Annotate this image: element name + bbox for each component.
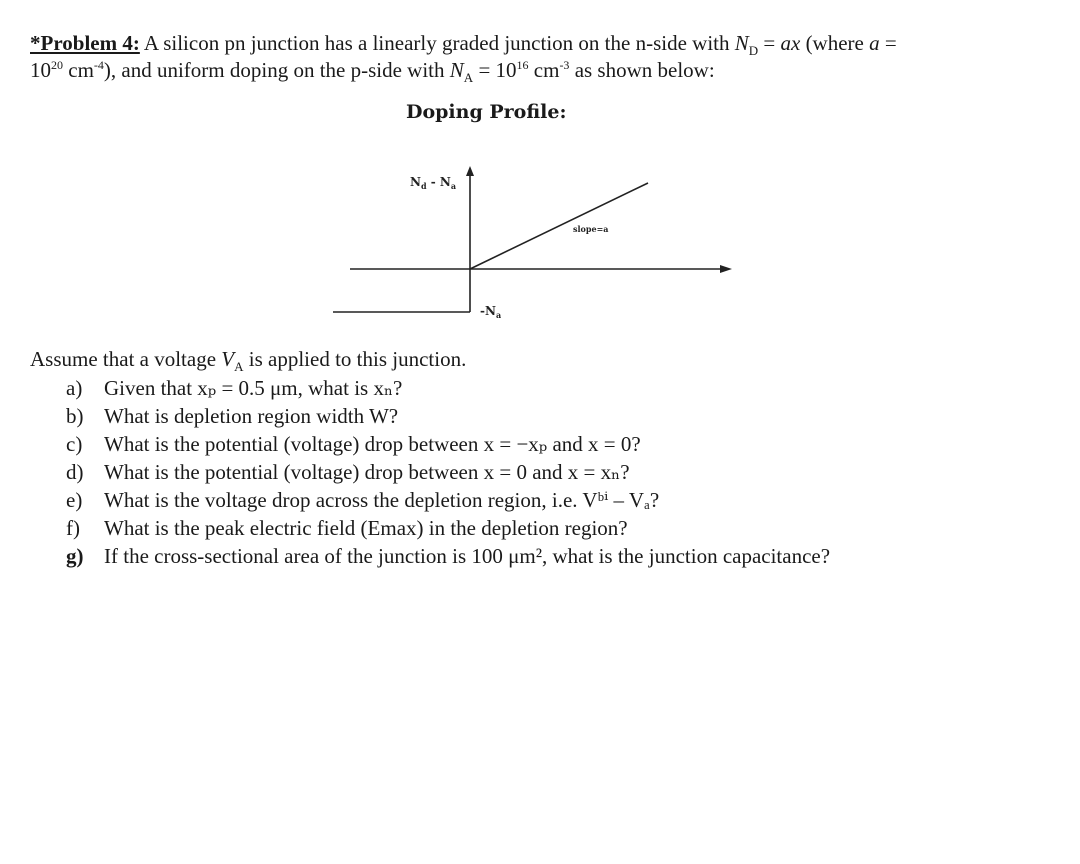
question-item-f xyxy=(66,514,830,542)
na-unit-exponent: -3 xyxy=(559,58,570,72)
question-letter: g) xyxy=(66,544,84,568)
a-symbol: a xyxy=(869,31,880,55)
nd-symbol: N xyxy=(734,31,749,55)
question-letter: b) xyxy=(66,404,84,428)
question-item-g xyxy=(66,542,830,570)
question-item-e xyxy=(66,486,830,514)
slope-label: slope=a xyxy=(573,224,609,234)
question-text: What is the voltage drop across the depletion region, i.e. Vᵇⁱ – Vₐ? xyxy=(104,488,660,512)
nd-subscript: D xyxy=(748,43,759,59)
intro-line1-text: A silicon pn junction has a linearly graded junction on the n-side with xyxy=(139,31,735,55)
a-base: 10 xyxy=(30,58,51,82)
na-unit: cm xyxy=(528,58,560,82)
nd-equals: = xyxy=(758,31,781,55)
question-letter: a) xyxy=(66,376,83,400)
question-letter: d) xyxy=(66,460,84,484)
n-side-graded-line xyxy=(470,183,648,269)
a-equals: = xyxy=(879,31,897,55)
question-text: What is the potential (voltage) drop between x = 0 and x = xₙ? xyxy=(104,460,630,484)
question-text: Given that xₚ = 0.5 μm, what is xₙ? xyxy=(104,376,403,400)
na-symbol: N xyxy=(449,58,464,82)
intro-line2-end: as shown below: xyxy=(569,58,715,82)
question-item-b xyxy=(66,402,830,430)
y-axis-label: $N_d - N_a$ xyxy=(410,175,457,191)
question-list xyxy=(66,374,830,570)
diagram-title: Doping Profile: xyxy=(406,101,567,123)
na-exponent: 16 xyxy=(516,58,529,72)
assume-suffix: is applied to this junction. xyxy=(243,347,467,371)
na-subscript: A xyxy=(463,70,474,86)
problem-statement xyxy=(30,30,1060,84)
nd-expression: ax xyxy=(780,31,801,55)
a-unit: cm xyxy=(63,58,94,82)
question-text: What is the peak electric field (Emax) in the depletion region? xyxy=(104,516,628,540)
neg-na-label: $-N_a$ xyxy=(480,304,502,320)
va-subscript: A xyxy=(234,359,244,375)
question-letter: c) xyxy=(66,432,83,456)
a-unit-exponent: -4 xyxy=(93,58,104,72)
question-text: What is the potential (voltage) drop between x = −xₚ and x = 0? xyxy=(104,432,641,456)
question-letter: f) xyxy=(66,516,80,540)
y-axis-arrowhead xyxy=(466,166,474,176)
question-item-c xyxy=(66,430,830,458)
where-open: (where xyxy=(800,31,870,55)
intro-line2-text: ), and uniform doping on the p-side with xyxy=(103,58,450,82)
assume-prefix: Assume that a voltage xyxy=(30,347,222,371)
va-symbol: V xyxy=(221,347,235,371)
na-equals: = 10 xyxy=(473,58,517,82)
question-item-d xyxy=(66,458,830,486)
x-axis-arrowhead xyxy=(720,265,732,273)
question-text: What is depletion region width W? xyxy=(104,404,399,428)
doping-profile-diagram xyxy=(330,160,750,330)
assumption-statement xyxy=(30,346,466,373)
question-letter: e) xyxy=(66,488,83,512)
a-exponent: 20 xyxy=(51,58,63,72)
question-item-a xyxy=(66,374,830,402)
question-text: If the cross-sectional area of the junction is 100 μm², what is the junction capacitance? xyxy=(104,544,831,568)
problem-label: *Problem 4: xyxy=(30,31,140,55)
